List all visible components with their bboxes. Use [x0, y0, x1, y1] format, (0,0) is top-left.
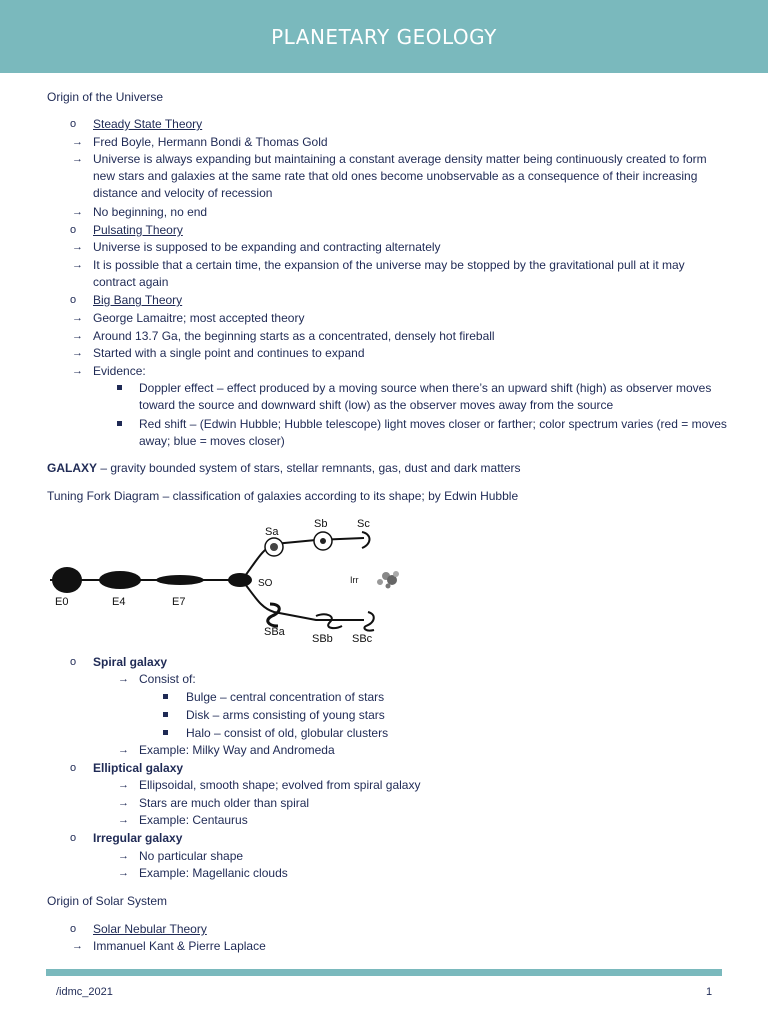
galaxy-sc: [362, 532, 370, 548]
arrow-bullet: →: [118, 814, 129, 826]
galaxy-e7: [156, 575, 204, 585]
steady-state-description: Universe is always expanding but maintaining a constant average density matter being continuously created to form new stars and galaxies at the same rate that old ones become unobservable as a consequence of their increasing distance and velocity of recession: [93, 152, 707, 200]
elliptical-p3: Example: Centaurus: [139, 813, 248, 827]
arrow-bullet: →: [118, 850, 129, 862]
tuning-fork-diagram: [46, 512, 416, 648]
irregular-p2: Example: Magellanic clouds: [139, 866, 288, 880]
page-number: 1: [706, 986, 713, 998]
galaxy-sa-core: [270, 543, 278, 551]
label-sa: Sa: [265, 526, 279, 538]
label-irr: Irr: [350, 575, 359, 585]
footer-divider: [46, 969, 722, 976]
big-bang-p3: Started with a single point and continues to expand: [93, 346, 365, 360]
galaxy-e4: [99, 571, 141, 589]
galaxy-sbb: [316, 614, 342, 628]
pulsating-title: Pulsating Theory: [93, 223, 183, 237]
arrow-bullet: →: [72, 136, 83, 148]
square-bullet: [163, 730, 168, 735]
arrow-bullet: →: [72, 241, 83, 253]
pulsating-p2: It is possible that a certain time, the expansion of the universe may be stopped by the gravitational pull at it may contract again: [93, 258, 685, 289]
arrow-bullet: →: [72, 347, 83, 359]
label-sb: Sb: [314, 518, 328, 530]
galaxy-sba: [268, 604, 280, 626]
evidence-doppler: Doppler effect – effect produced by a moving source when there’s an upward shift (high) as observer moves toward the source and downward shift (low) as the observer moves away from the source: [139, 381, 712, 412]
label-e7: E7: [172, 596, 186, 608]
label-sbc: SBc: [352, 633, 373, 645]
pulsating-p1: Universe is supposed to be expanding and contracting alternately: [93, 240, 441, 254]
spiral-example: Example: Milky Way and Andromeda: [139, 743, 335, 757]
irregular-title: Irregular galaxy: [93, 831, 183, 845]
section-heading-solar-system: Origin of Solar System: [47, 894, 168, 908]
galaxy-irr: [377, 571, 399, 589]
spiral-bulge: Bulge – central concentration of stars: [186, 690, 385, 704]
spiral-title: Spiral galaxy: [93, 655, 168, 669]
big-bang-evidence: Evidence:: [93, 364, 146, 378]
arrow-bullet: →: [72, 365, 83, 377]
arrow-bullet: →: [118, 797, 129, 809]
square-bullet: [117, 385, 122, 390]
steady-state-authors: Fred Boyle, Hermann Bondi & Thomas Gold: [93, 135, 328, 149]
arrow-bullet: →: [118, 673, 129, 685]
circle-bullet: o: [70, 224, 77, 236]
page-header: [0, 0, 768, 73]
galaxy-sbc: [364, 612, 374, 631]
galaxy-term: GALAXY: [47, 461, 98, 475]
elliptical-p2: Stars are much older than spiral: [139, 796, 310, 810]
elliptical-title: Elliptical galaxy: [93, 761, 184, 775]
steady-state-title: Steady State Theory: [93, 117, 203, 131]
spiral-disk: Disk – arms consisting of young stars: [186, 708, 385, 722]
solar-nebular-title: Solar Nebular Theory: [93, 922, 207, 936]
label-s0: SO: [258, 578, 273, 589]
arrow-bullet: →: [72, 940, 83, 952]
circle-bullet: o: [70, 923, 77, 935]
page-title: PLANETARY GEOLOGY: [271, 24, 497, 49]
circle-bullet: o: [70, 294, 77, 306]
label-e4: E4: [112, 596, 126, 608]
galaxy-def: – gravity bounded system of stars, stellar remnants, gas, dust and dark matters: [97, 461, 521, 475]
tuning-fork-text: Tuning Fork Diagram – classification of galaxies according to its shape; by Edwin Hubble: [47, 489, 519, 503]
upper-branch: [242, 538, 364, 580]
arrow-bullet: →: [72, 330, 83, 342]
arrow-bullet: →: [72, 206, 83, 218]
elliptical-p1: Ellipsoidal, smooth shape; evolved from spiral galaxy: [139, 778, 421, 792]
galaxy-s0: [228, 573, 252, 587]
footer-source: /idmc_2021: [56, 986, 113, 998]
arrow-bullet: →: [72, 153, 83, 165]
arrow-bullet: →: [118, 744, 129, 756]
evidence-red-shift: Red shift – (Edwin Hubble; Hubble telescope) light moves closer or farther; color spectrum varies (red = moves away; blue = moves closer): [139, 417, 727, 448]
label-sbb: SBb: [312, 633, 333, 645]
arrow-bullet: →: [72, 312, 83, 324]
galaxy-sb-core: [320, 538, 326, 544]
label-sc: Sc: [357, 518, 370, 530]
circle-bullet: o: [70, 656, 77, 668]
galaxy-e0: [52, 567, 82, 593]
arrow-bullet: →: [118, 779, 129, 791]
big-bang-p2: Around 13.7 Ga, the beginning starts as a concentrated, densely hot fireball: [93, 329, 495, 343]
arrow-bullet: →: [72, 259, 83, 271]
label-e0: E0: [55, 596, 69, 608]
spiral-consist: Consist of:: [139, 672, 196, 686]
steady-state-no-beginning: No beginning, no end: [93, 205, 208, 219]
big-bang-title: Big Bang Theory: [93, 293, 183, 307]
big-bang-p1: George Lamaitre; most accepted theory: [93, 311, 305, 325]
circle-bullet: o: [70, 832, 77, 844]
arrow-bullet: →: [118, 867, 129, 879]
circle-bullet: o: [70, 762, 77, 774]
square-bullet: [117, 421, 122, 426]
irregular-p1: No particular shape: [139, 849, 244, 863]
label-sba: SBa: [264, 626, 285, 638]
circle-bullet: o: [70, 118, 77, 130]
solar-nebular-authors: Immanuel Kant & Pierre Laplace: [93, 939, 266, 953]
square-bullet: [163, 712, 168, 717]
spiral-halo: Halo – consist of old, globular clusters: [186, 726, 389, 740]
section-heading-origin-universe: Origin of the Universe: [47, 90, 164, 104]
galaxy-definition: [47, 460, 521, 477]
square-bullet: [163, 694, 168, 699]
